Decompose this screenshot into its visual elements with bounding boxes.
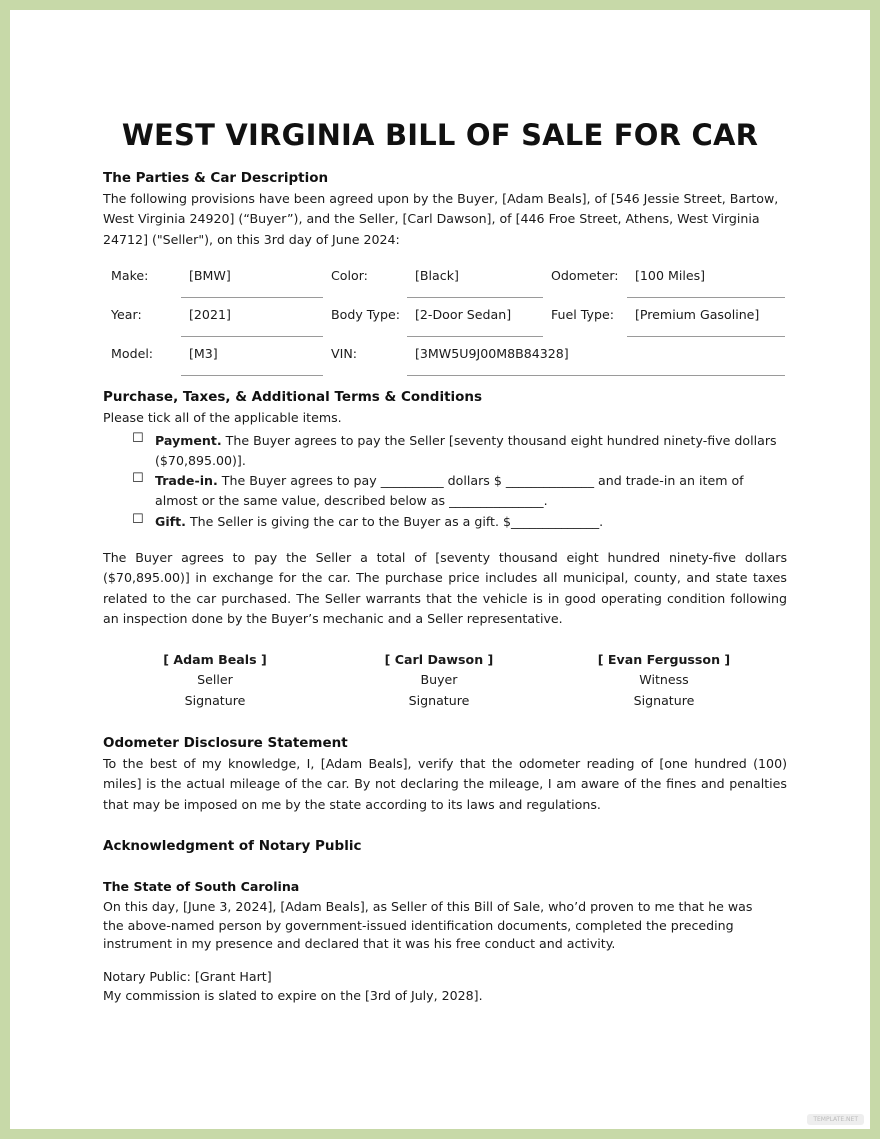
signature-line: Signature — [184, 692, 246, 708]
trade-in-checkbox[interactable]: ☐ — [132, 471, 144, 486]
body-type-label: Body Type: — [331, 307, 400, 322]
color-value: [Black] — [415, 268, 459, 283]
gift-item — [155, 512, 789, 532]
odometer-text: To the best of my knowledge, I, [Adam Beals], verify that the odometer reading of [one hundred (100) miles] is the actual mileage of the car. By not declaring the mileage, I am aware of the fines and penalties that may be imposed on me by the state according to its laws and regulations. — [103, 756, 787, 812]
year-value: [2021] — [189, 307, 231, 322]
table-row — [103, 259, 785, 298]
gift-text: The Seller is giving the car to the Buyer as a gift. $______________. — [189, 514, 604, 529]
model-value: [M3] — [189, 346, 218, 361]
signature-role: Witness — [639, 672, 689, 688]
vin-value: [3MW5U9J00M8B84328] — [415, 346, 569, 361]
signature-block-buyer — [359, 650, 519, 711]
payment-checkbox[interactable]: ☐ — [132, 431, 144, 446]
make-label: Make: — [111, 268, 149, 283]
purchase-heading: Purchase, Taxes, & Additional Terms & Conditions — [103, 389, 483, 405]
odometer-label: Odometer: — [551, 268, 619, 283]
notary-state: The State of South Carolina — [103, 879, 300, 894]
parties-text: The following provisions have been agreed upon by the Buyer, [Adam Beals], of [546 Jessie Street, Bartow, West Virginia 24920] (“Buyer”), and the Seller, [Carl Dawson], of [446 Froe Street, Athens, West Virginia 24712] ("Seller"), on this 3rd day of June 2024: — [103, 191, 779, 247]
signature-block-seller — [135, 650, 295, 711]
model-label: Model: — [111, 346, 154, 361]
signature-role: Seller — [197, 672, 233, 688]
body-type-value: [2-Door Sedan] — [415, 307, 512, 322]
signature-line: Signature — [633, 692, 695, 708]
color-label: Color: — [331, 268, 368, 283]
document-title: WEST VIRGINIA BILL OF SALE FOR CAR — [121, 118, 759, 152]
table-row — [103, 337, 785, 376]
signature-role: Buyer — [420, 672, 458, 688]
car-description-table — [103, 259, 785, 376]
odometer-value: [100 Miles] — [635, 268, 706, 283]
signature-block-witness — [584, 650, 744, 711]
gift-checkbox[interactable]: ☐ — [132, 512, 144, 527]
fuel-type-label: Fuel Type: — [551, 307, 614, 322]
signature-name: [ Carl Dawson ] — [384, 652, 494, 667]
payment-text: The Buyer agrees to pay the Seller [seventy thousand eight hundred ninety-five dollars ($70,895.00)]. — [155, 433, 777, 469]
signature-name: [ Evan Fergusson ] — [597, 652, 731, 667]
signature-name: [ Adam Beals ] — [163, 652, 267, 667]
vin-label: VIN: — [331, 346, 357, 361]
document-page — [10, 10, 870, 1129]
notary-text: On this day, [June 3, 2024], [Adam Beals], as Seller of this Bill of Sale, who’d proven to me that he was the above-named person by government-issued identification documents, completed the preceding instrument in my presence and declared that it was his free conduct and activity. — [103, 899, 753, 951]
year-label: Year: — [111, 307, 142, 322]
odometer-heading: Odometer Disclosure Statement — [103, 735, 348, 751]
purchase-summary: The Buyer agrees to pay the Seller a total of [seventy thousand eight hundred ninety-five dollars ($70,895.00)] in exchange for the car. The purchase price includes all municipal, county, and state taxes related to the car purchased. The Seller warrants that the vehicle is in good operating condition following an inspection done by the Buyer’s mechanic and a Seller representative. — [103, 550, 787, 626]
notary-heading: Acknowledgment of Notary Public — [103, 838, 362, 854]
payment-label: Payment. — [155, 433, 222, 448]
purchase-instruction: Please tick all of the applicable items. — [103, 410, 342, 425]
watermark: TEMPLATE.NET — [807, 1114, 864, 1125]
table-row — [103, 298, 785, 337]
trade-in-text: The Buyer agrees to pay __________ dollars $ ______________ and trade-in an item of almost or the same value, described below as _______________. — [155, 473, 744, 509]
payment-item — [155, 431, 789, 472]
parties-heading: The Parties & Car Description — [103, 170, 329, 186]
trade-in-label: Trade-in. — [155, 473, 218, 488]
gift-label: Gift. — [155, 514, 186, 529]
trade-in-item — [155, 471, 789, 512]
commission-line: My commission is slated to expire on the [3rd of July, 2028]. — [103, 988, 483, 1003]
fuel-type-value: [Premium Gasoline] — [635, 307, 760, 322]
signature-line: Signature — [408, 692, 470, 708]
make-value: [BMW] — [189, 268, 231, 283]
notary-public-line: Notary Public: [Grant Hart] — [103, 969, 272, 984]
